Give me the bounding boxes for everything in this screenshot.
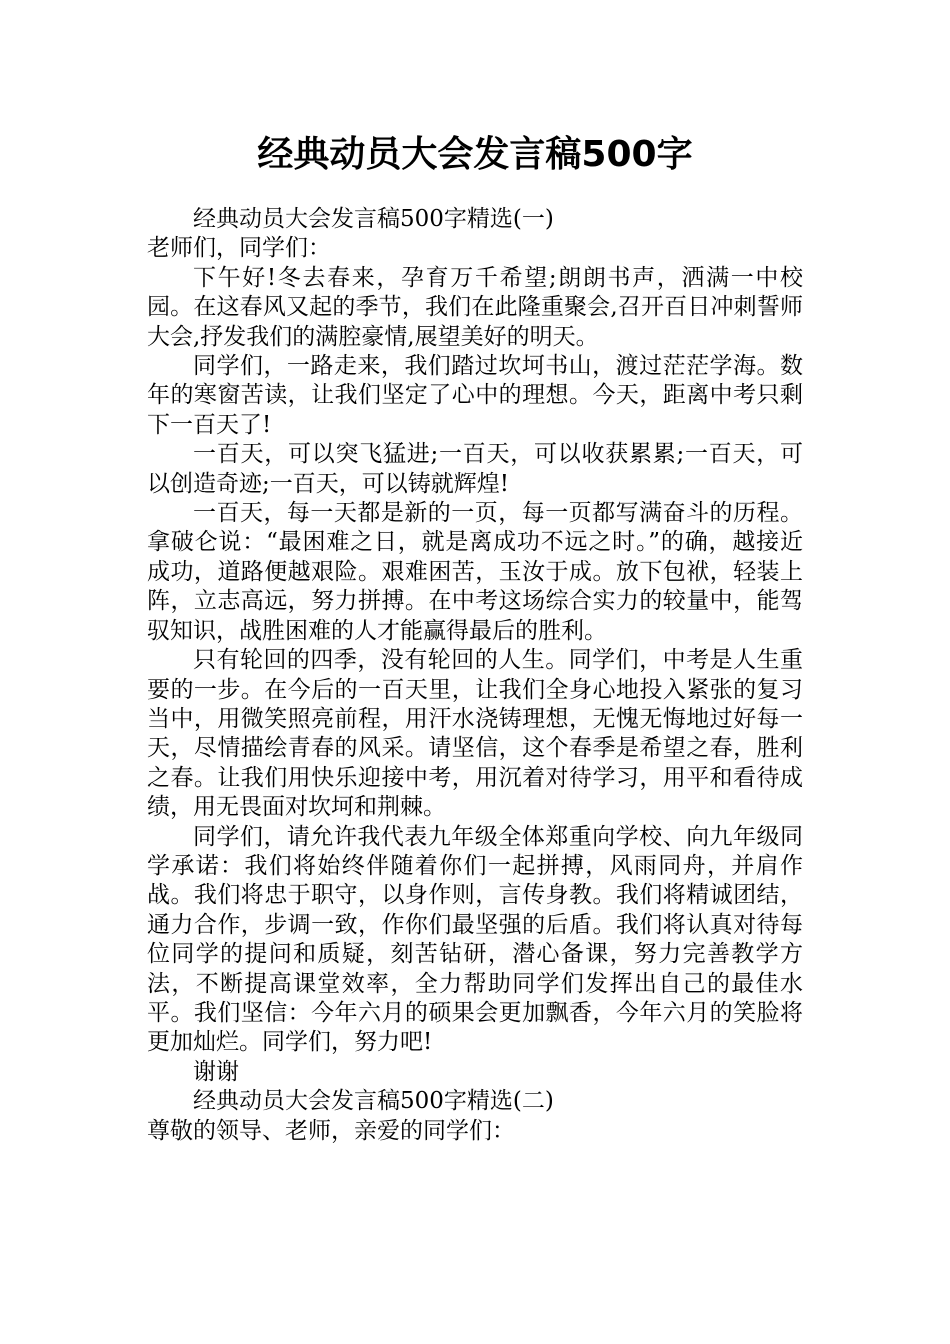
section-heading-1: 经典动员大会发言稿500字精选(一) (193, 206, 554, 232)
paragraph: 只有轮回的四季，没有轮回的人生。同学们，中考是人生重要的一步。在今后的一百天里，让我们全身心地投入紧张的复习当中，用微笑照亮前程，用汗水浇铸理想，无愧无悔地过好每一天，尽情描绘青春的风采。请坚信，这个春季是希望之春，胜利之春。让我们用快乐迎接中考，用沉着对待学习，用平和看待成绩，用无畏面对坎坷和荆棘。 (147, 647, 803, 821)
paragraph: 同学们，请允许我代表九年级全体郑重向学校、向九年级同学承诺：我们将始终伴随着你们一起拼搏，风雨同舟，并肩作战。我们将忠于职守，以身作则，言传身教。我们将精诚团结，通力合作，步调一致，作你们最坚强的后盾。我们将认真对待每位同学的提问和质疑，刻苦钻研，潜心备课，努力完善教学方法，不断提高课堂效率，全力帮助同学们发挥出自己的最佳水平。我们坚信：今年六月的硕果会更加飘香，今年六月的笑脸将更加灿烂。同学们，努力吧! (147, 823, 803, 1056)
paragraph: 一百天，可以突飞猛进;一百天，可以收获累累;一百天，可以创造奇迹;一百天，可以铸就辉煌! (147, 441, 803, 497)
closing-thanks: 谢谢 (193, 1058, 239, 1085)
section-heading-2: 经典动员大会发言稿500字精选(二) (193, 1088, 554, 1115)
paragraph: 同学们，一路走来，我们踏过坎坷书山，渡过茫茫学海。数年的寒窗苦读，让我们坚定了心中的理想。今天，距离中考只剩下一百天了! (147, 353, 803, 438)
paragraph: 下午好!冬去春来，孕育万千希望;朗朗书声，洒满一中校园。在这春风又起的季节，我们在此隆重聚会,召开百日冲刺誓师大会,抒发我们的满腔豪情,展望美好的明天。 (147, 264, 803, 350)
paragraph: 一百天，每一天都是新的一页，每一页都写满奋斗的历程。拿破仑说：“最困难之日，就是离成功不远之时。”的确，越接近成功，道路便越艰险。艰难困苦，玉汝于成。放下包袱，轻装上阵，立志高远，努力拼搏。在中考这场综合实力的较量中，能驾驭知识，战胜困难的人才能赢得最后的胜利。 (147, 500, 803, 644)
salutation: 老师们，同学们： (147, 235, 331, 262)
salutation: 尊敬的领导、老师，亲爱的同学们： (147, 1117, 515, 1144)
document-body (147, 205, 803, 1146)
document-title: 经典动员大会发言稿500字 (257, 134, 693, 175)
